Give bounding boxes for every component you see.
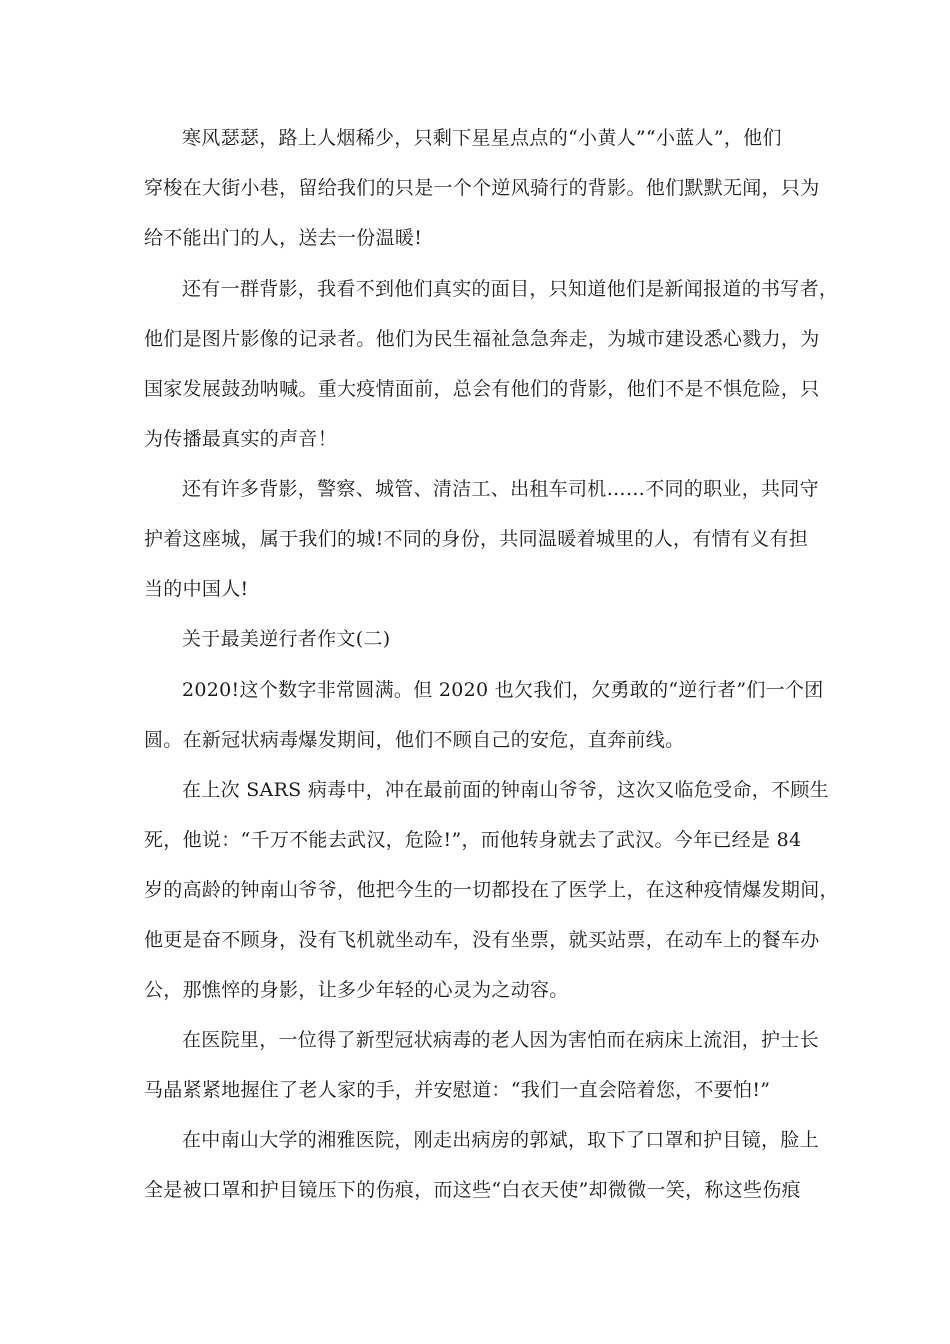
text-line: 他们是图片影像的记录者。他们为民生福祉急急奔走，为城市建设悉心戮力，为 (144, 328, 820, 350)
text-line: 全是被口罩和护目镜压下的伤痕，而这些“白衣天使”却微微一笑，称这些伤痕 (144, 1179, 801, 1201)
text-line: 圆。在新冠状病毒爆发期间，他们不顾自己的安危，直奔前线。 (144, 729, 685, 751)
text-line: 为传播最真实的声音！ (144, 428, 338, 450)
text-line: 当的中国人! (144, 578, 249, 600)
text-line: 还有许多背影，警察、城管、清洁工、出租车司机……不同的职业，共同守 (182, 478, 819, 500)
text-line: 在中南山大学的湘雅医院，刚走出病房的郭斌，取下了口罩和护目镜，脸上 (182, 1129, 819, 1151)
text-line: 死，他说：“千万不能去武汉，危险!”，而他转身就去了武汉。今年已经是 84 (144, 829, 802, 851)
text-line: 公，那憔悴的身影，让多少年轻的心灵为之动容。 (144, 979, 569, 1001)
text-line: 在上次 SARS 病毒中，冲在最前面的钟南山爷爷，这次又临危受命，不顾生 (182, 779, 829, 801)
text-line: 在医院里，一位得了新型冠状病毒的老人因为害怕而在病床上流泪，护士长 (182, 1029, 819, 1051)
text-line: 他更是奋不顾身，没有飞机就坐动车，没有坐票，就买站票，在动车上的餐车办 (144, 929, 820, 951)
text-line: 护着这座城，属于我们的城!不同的身份，共同温暖着城里的人，有情有义有担 (144, 528, 809, 550)
text-line: 马晶紧紧地握住了老人家的手，并安慰道：“我们一直会陪着您，不要怕!” (144, 1079, 771, 1101)
text-line: 还有一群背影，我看不到他们真实的面目，只知道他们是新闻报道的书写者， (182, 278, 839, 300)
text-line: 2020!这个数字非常圆满。但 2020 也欠我们，欠勇敢的“逆行者”们一个团 (182, 679, 824, 701)
text-line: 岁的高龄的钟南山爷爷，他把今生的一切都投在了医学上，在这种疫情爆发期间， (144, 879, 839, 901)
text-line: 寒风瑟瑟，路上人烟稀少，只剩下星星点点的“小黄人”“小蓝人”，他们 (182, 127, 782, 149)
section-heading: 关于最美逆行者作文(二) (182, 628, 391, 650)
text-line: 给不能出门的人，送去一份温暖! (144, 227, 423, 249)
text-line: 穿梭在大街小巷，留给我们的只是一个个逆风骑行的背影。他们默默无闻，只为 (144, 177, 820, 199)
text-line: 国家发展鼓劲呐喊。重大疫情面前，总会有他们的背影，他们不是不惧危险，只 (144, 378, 820, 400)
